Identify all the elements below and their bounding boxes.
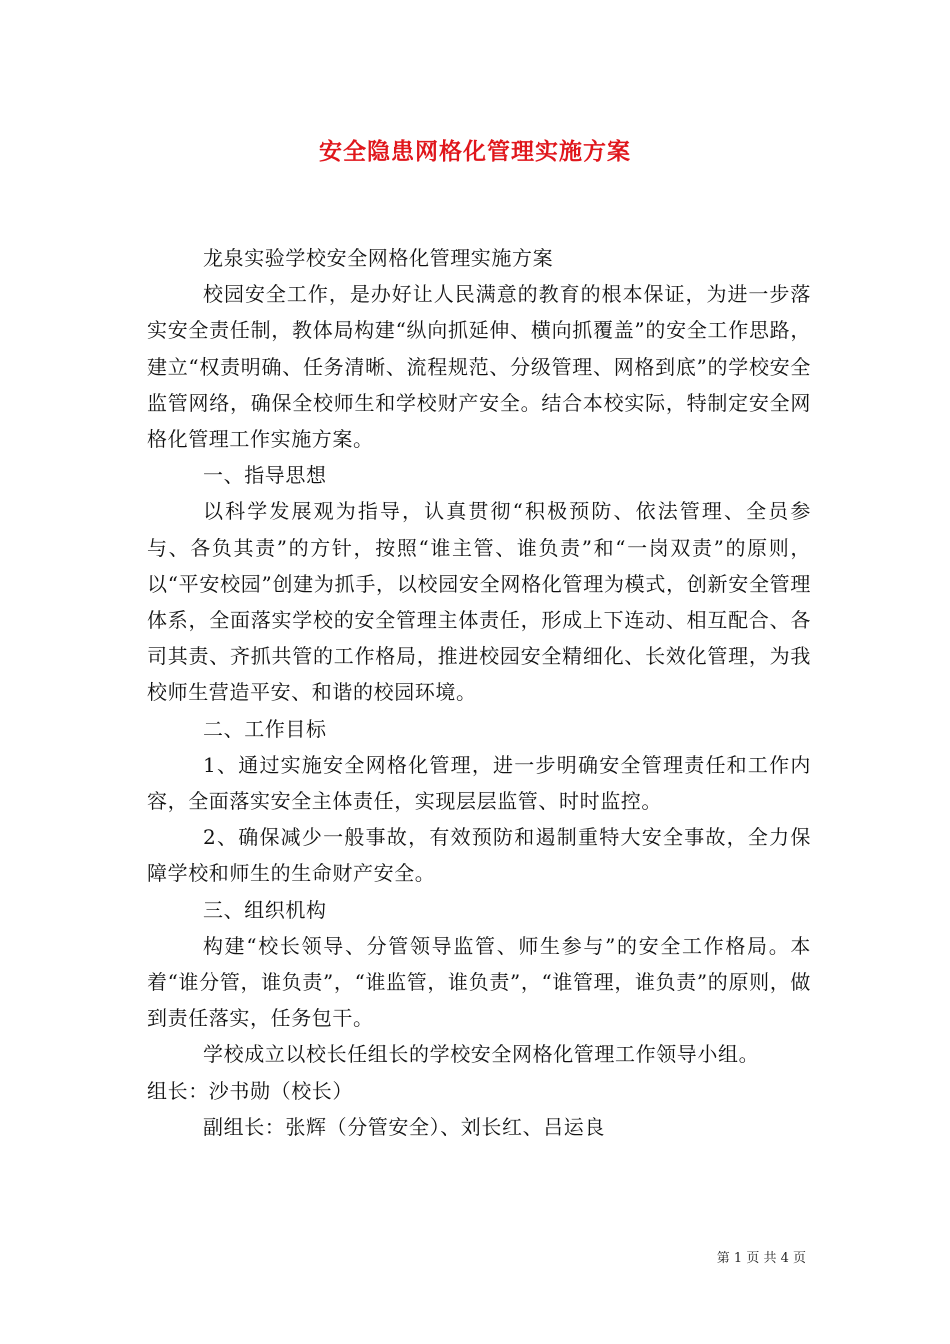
section-heading-guiding-ideology: 一、指导思想 bbox=[203, 463, 327, 488]
paragraph-organization: 构建“校长领导、分管领导监管、师生参与”的安全工作格局。本着“谁分管，谁负责”，“谁监管，谁负责”，“谁管理，谁负责”的原则，做到责任落实，任务包干。 bbox=[147, 933, 811, 1031]
paragraph-intro: 校园安全工作，是办好让人民满意的教育的根本保证，为进一步落实安全责任制，教体局构建“纵向抓延伸、横向抓覆盖”的安全工作思路，建立“权责明确、任务清晰、流程规范、分级管理、网格到底”的学校安全监管网络，确保全校师生和学校财产安全。结合本校实际，特制定安全网格化管理工作实施方案。 bbox=[147, 282, 811, 452]
document-title: 安全隐患网格化管理实施方案 bbox=[319, 138, 631, 165]
paragraph-subtitle: 龙泉实验学校安全网格化管理实施方案 bbox=[203, 246, 554, 270]
paragraph-deputy-leaders: 副组长：张辉（分管安全）、刘长红、吕运良 bbox=[203, 1114, 605, 1139]
document-body bbox=[147, 240, 811, 1145]
paragraph-goal-2: 2、确保减少一般事故，有效预防和遏制重特大安全事故，全力保障学校和师生的生命财产安全。 bbox=[147, 825, 811, 886]
paragraph-group-leader: 组长：沙书勋（校长） bbox=[147, 1078, 353, 1103]
section-heading-organization: 三、组织机构 bbox=[203, 897, 327, 922]
page-number: 第 1 页 共 4 页 bbox=[716, 1251, 806, 1266]
paragraph-leadership-group: 学校成立以校长任组长的学校安全网格化管理工作领导小组。 bbox=[203, 1042, 760, 1067]
paragraph-goal-1: 1、通过实施安全网格化管理，进一步明确安全管理责任和工作内容，全面落实安全主体责任，实现层层监管、时时监控。 bbox=[147, 752, 811, 814]
paragraph-guiding-ideology: 以科学发展观为指导，认真贯彻“积极预防、依法管理、全员参与、各负其责”的方针，按照“谁主管、谁负责”和“一岗双责”的原则，以“平安校园”创建为抓手，以校园安全网格化管理为模式，创新安全管理体系，全面落实学校的安全管理主体责任，形成上下连动、相互配合、各司其责、齐抓共管的工作格局，推进校园安全精细化、长效化管理，为我校师生营造平安、和谐的校园环境。 bbox=[147, 499, 811, 705]
section-heading-work-goals: 二、工作目标 bbox=[203, 716, 327, 741]
